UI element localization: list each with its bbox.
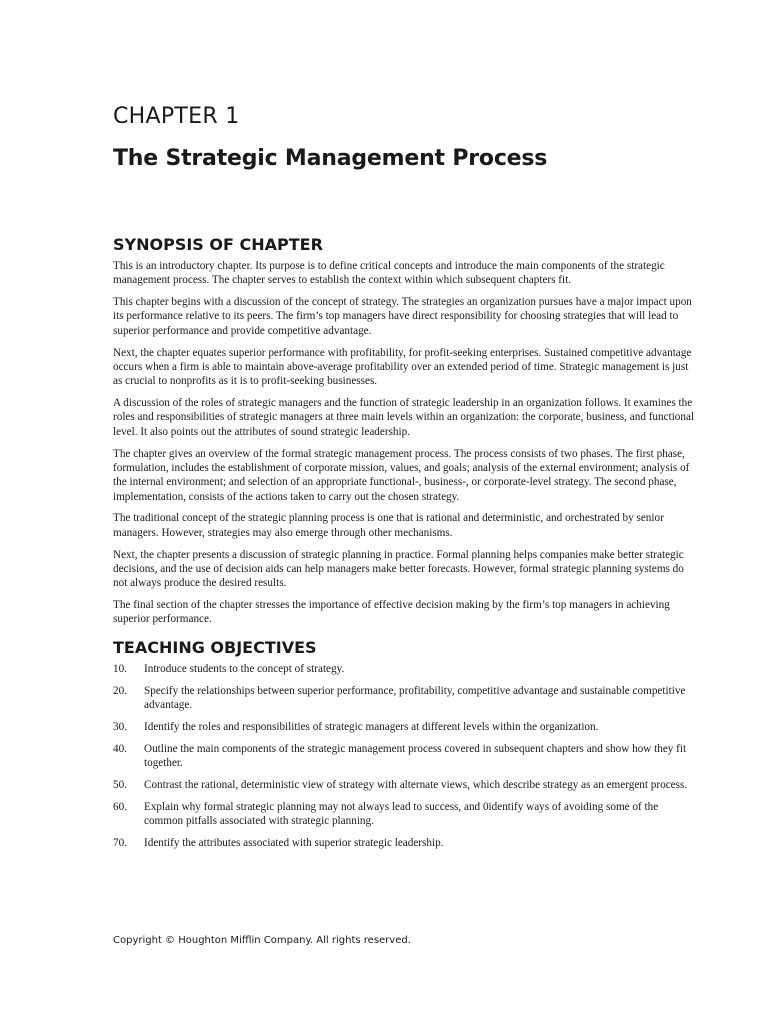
synopsis-paragraph: This is an introductory chapter. Its purpose is to define critical concepts and introduce the main components of the strategic management process. The chapter serves to establish the context within which subsequent chapters fit. [113, 260, 665, 287]
synopsis-heading: SYNOPSIS OF CHAPTER [113, 235, 323, 254]
objective-text: Explain why formal strategic planning may not always lead to success, and 0identify ways of avoiding some of the common pitfalls associated with strategic planning. [144, 800, 659, 828]
copyright-footer: Copyright © Houghton Mifflin Company. All rights reserved. [113, 935, 411, 946]
synopsis-paragraph: The chapter gives an overview of the formal strategic management process. The process consists of two phases. The first phase, formulation, includes the establishment of corporate mission, values, and goals; analysis of the external environment; analysis of the internal environment; and selection of an appropriate functional-, business-, or corporate-level strategy. The second phase, implementation, consists of the actions taken to carry out the chosen strategy. [113, 447, 690, 503]
objective-item [113, 662, 695, 676]
objective-number: 10. [113, 662, 127, 675]
objective-item [113, 800, 695, 829]
chapter-content [113, 235, 695, 858]
teaching-objectives-section [113, 638, 695, 851]
objectives-heading: TEACHING OBJECTIVES [113, 637, 317, 657]
synopsis-paragraph: The final section of the chapter stresses the importance of effective decision making by the firm’s top managers in achieving superior performance. [113, 599, 670, 626]
synopsis-paragraph: Next, the chapter equates superior performance with profitability, for profit-seeking enterprises. Sustained competitive advantage occurs when a firm is able to maintain above-average profitability over an extended period of time. Strategic management is just as crucial to nonprofits as it is to profit-seeking businesses. [113, 346, 692, 388]
objective-text: Specify the relationships between superior performance, profitability, competitive advantage and sustainable competitive advantage. [144, 684, 686, 711]
objective-number: 20. [113, 684, 127, 697]
objective-number: 40. [113, 742, 127, 755]
objective-number: 60. [113, 800, 127, 813]
objectives-list [113, 662, 695, 851]
synopsis-paragraph: Next, the chapter presents a discussion of strategic planning in practice. Formal planning helps companies make better strategic decisions, and the use of decision aids can help managers make better forecasts. However, formal strategic planning systems do not always produce the desired results. [113, 548, 684, 590]
synopsis-section [113, 235, 695, 627]
chapter-label: CHAPTER 1 [113, 104, 240, 129]
chapter-title: The Strategic Management Process [113, 146, 548, 171]
objective-text: Identify the roles and responsibilities of strategic managers at different levels within the organization. [144, 720, 599, 733]
objective-item [113, 742, 695, 771]
objective-number: 30. [113, 720, 127, 733]
objective-text: Outline the main components of the strategic management process covered in subsequent chapters and show how they fit together. [144, 742, 687, 769]
objective-number: 50. [113, 778, 127, 791]
objective-text: Introduce students to the concept of strategy. [144, 662, 345, 675]
objective-item [113, 720, 695, 734]
synopsis-paragraph: The traditional concept of the strategic planning process is one that is rational and deterministic, and orchestrated by senior managers. However, strategies may also emerge through other mechanisms. [113, 512, 664, 539]
synopsis-paragraph: This chapter begins with a discussion of the concept of strategy. The strategies an organization pursues have a major impact upon its performance relative to its peers. The firm’s top managers have direct responsibility for choosing strategies that will lead to superior performance and provide competitive advantage. [113, 296, 692, 337]
synopsis-paragraph: A discussion of the roles of strategic managers and the function of strategic leadership in an organization follows. It examines the roles and responsibilities of strategic managers at three main levels within an organization: the corporate, business, and functional level. It also points out the attributes of sound strategic leadership. [113, 397, 695, 438]
objective-item [113, 836, 695, 850]
objective-item [113, 684, 695, 713]
objective-item [113, 778, 695, 792]
objective-text: Contrast the rational, deterministic view of strategy with alternate views, which describe strategy as an emergent process. [144, 778, 688, 791]
objective-number: 70. [113, 836, 127, 849]
objective-text: Identify the attributes associated with superior strategic leadership. [144, 836, 444, 849]
